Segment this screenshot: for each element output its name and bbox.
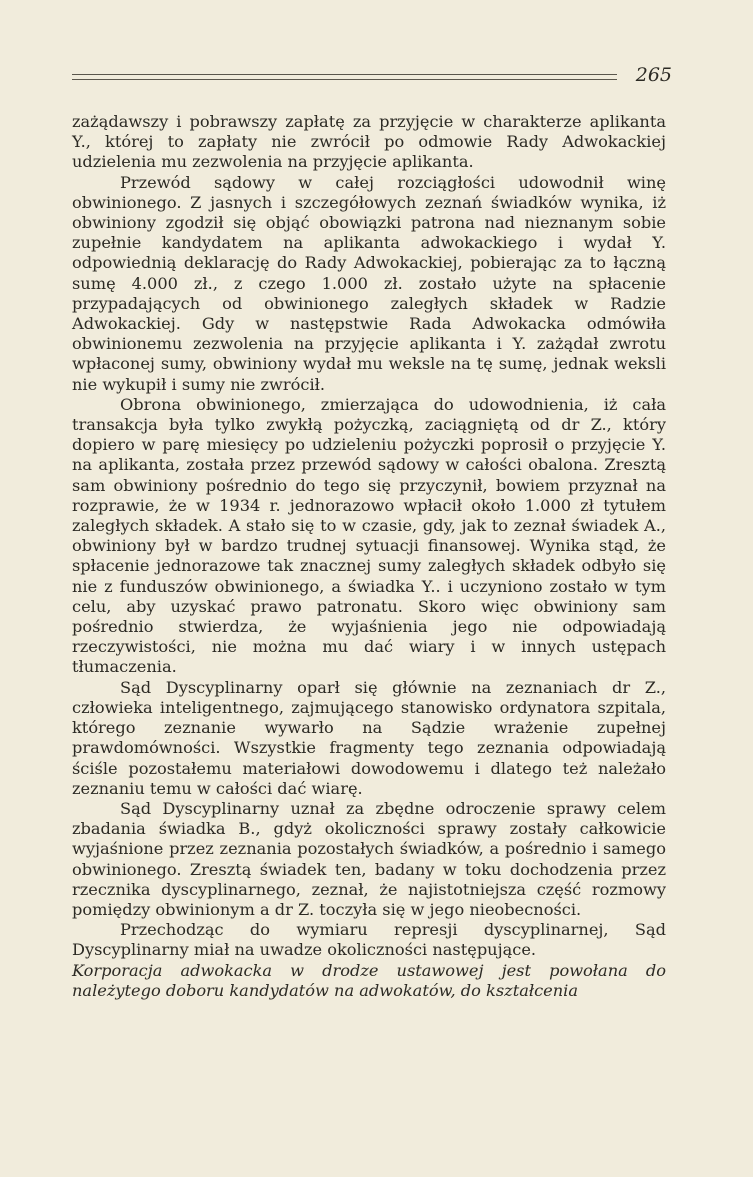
header-rule: [72, 79, 617, 80]
paragraph-italic: Korporacja adwokacka w drodze ustawowej jest powołana do należytego doboru kandydatów na adwokatów, do kształcenia: [72, 960, 666, 1000]
body-text: [72, 112, 666, 1001]
paragraph: Przewód sądowy w całej rozciągłości udowodnił winę obwinionego. Z jasnych i szczegółowych zeznań świadków wynika, iż obwiniony zgodził się objąć obowiązki patrona nad nieznanym sobie zupełnie kandydatem na aplikanta adwokackiego i wydał Y. odpowiednią deklarację do Rady Adwokackiej, pobierając za to łączną sumę 4.000 zł., z czego 1.000 zł. zostało użyte na spłacenie przypadających od obwinionego zaległych składek w Radzie Adwokackiej. Gdy w następstwie Rada Adwokacka odmówiła obwinionemu zezwolenia na przyjęcie aplikanta i Y. zażądał zwrotu wpłaconej sumy, obwiniony wydał mu weksle na tę sumę, jednak weksli nie wykupił i sumy nie zwrócił.: [72, 172, 666, 394]
paragraph: Przechodząc do wymiaru represji dyscyplinarnej, Sąd Dyscyplinarny miał na uwadze okoliczności następujące.: [72, 920, 666, 960]
page-number: 265: [635, 64, 672, 86]
paragraph: Sąd Dyscyplinarny oparł się głównie na zeznaniach dr Z., człowieka inteligentnego, zajmującego stanowisko ordynatora szpitala, którego zeznanie wywarło na Sądzie wrażenie zupełnej prawdomówności. Wszystkie fragmenty tego zeznania odpowiadają ściśle pozostałemu materiałowi dowodowemu i dlatego też należało zeznaniu temu w całości dać wiarę.: [72, 677, 666, 798]
page-header: [72, 64, 672, 94]
paragraph: Sąd Dyscyplinarny uznał za zbędne odroczenie sprawy celem zbadania świadka B., gdyż okoliczności sprawy zostały całkowicie wyjaśnione przez zeznania pozostałych świadków, a pośrednio i samego obwinionego. Zresztą świadek ten, badany w toku dochodzenia przez rzecznika dyscyplinarnego, zeznał, że najistotniejsza część rozmowy pomiędzy obwinionym a dr Z. toczyła się w jego nieobecności.: [72, 798, 666, 919]
paragraph: Obrona obwinionego, zmierzająca do udowodnienia, iż cała transakcja była tylko zwykłą pożyczką, zaciągniętą od dr Z., który dopiero w parę miesięcy po udzieleniu pożyczki poprosił o przyjęcie Y. na aplikanta, została przez przewód sądowy w całości obalona. Zresztą sam obwiniony pośrednio do tego się przyczynił, bowiem przyznał na rozprawie, że w 1934 r. jednorazowo wpłacił około 1.000 zł tytułem zaległych składek. A stało się to w czasie, gdy, jak to zeznał świadek A., obwiniony był w bardzo trudnej sytuacji finansowej. Wynika stąd, że spłacenie jednorazowe tak znacznej sumy zaległych składek odbyło się nie z funduszów obwinionego, a świadka Y.. i uczyniono zostało w tym celu, aby uzyskać prawo patronatu. Skoro więc obwiniony sam pośrednio stwierdza, że wyjaśnienia jego nie odpowiadają rzeczywistości, nie można mu dać wiary i w innych ustępach tłumaczenia.: [72, 394, 666, 677]
paragraph: zażądawszy i pobrawszy zapłatę za przyjęcie w charakterze aplikanta Y., której to zapłaty nie zwrócił po odmowie Rady Adwokackiej udzielenia mu zezwolenia na przyjęcie aplikanta.: [72, 112, 666, 172]
header-rule: [72, 74, 617, 75]
